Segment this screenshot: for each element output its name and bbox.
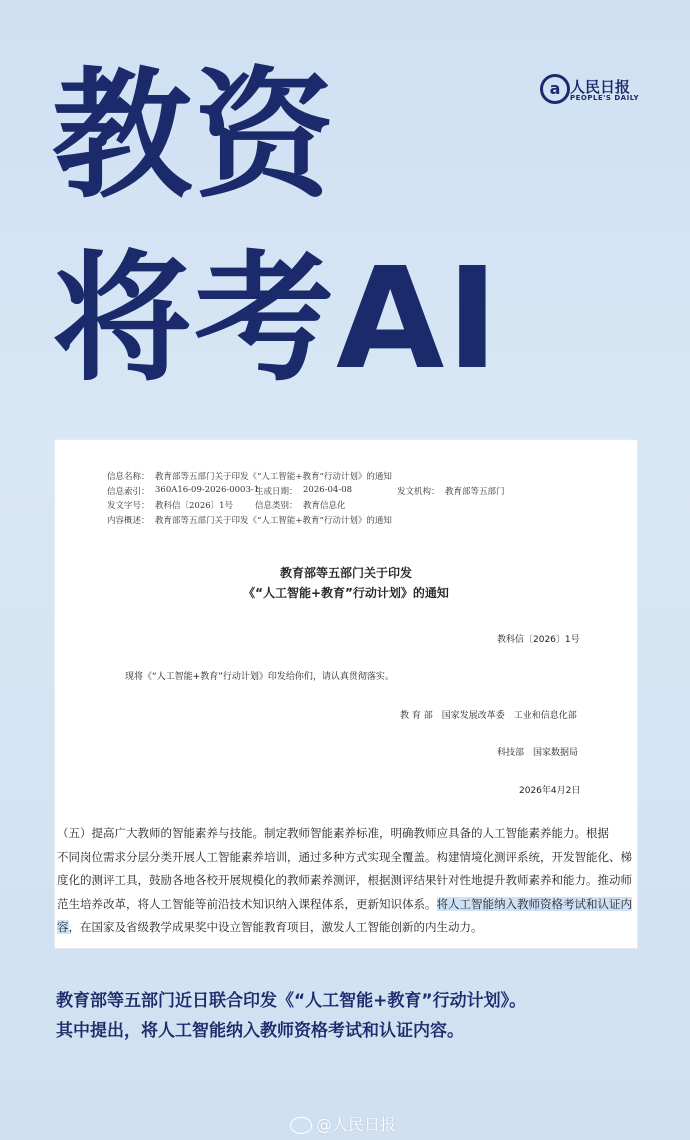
document-title-line-2: 《“人工智能+教育”行动计划》的通知	[243, 586, 449, 600]
document-title-line-1: 教育部等五部门关于印发	[279, 566, 412, 580]
excerpt-line: 度化的测评工具，鼓励各地各校开展规模化的教师素养测评，根据测评结果针对性地提升教师素养和能力。推动师	[57, 873, 632, 887]
headline-line-1: 教资	[52, 55, 337, 218]
meta-row	[107, 514, 577, 529]
highlighted-text: 将人工智能纳入教师资格考试和认证内	[436, 896, 632, 911]
meta-value: 2026-04-08	[303, 484, 353, 495]
meta-value: 教育部等五部门关于印发《“人工智能+教育”行动计划》的通知	[155, 515, 392, 526]
excerpt-line: （五）提高广大教师的智能素养与技能。制定教师智能素养标准，明确教师应具备的人工智能素养能力。根据	[57, 826, 609, 840]
peoples-daily-logo	[540, 74, 640, 106]
meta-row	[107, 485, 577, 500]
signatories-line-2: 科技部 国家数据局	[497, 748, 579, 758]
document-screenshot	[55, 440, 637, 948]
document-body: 现将《“人工智能+教育”行动计划》印发给你们，请认真贯彻落实。	[125, 672, 394, 682]
signatories-line-1: 教 育 部 国家发展改革委 工业和信息化部	[400, 711, 577, 721]
meta-value: 教育部等五部门	[445, 486, 505, 497]
excerpt-paragraph	[57, 822, 635, 940]
excerpt-line	[57, 893, 635, 917]
document-date: 2026年4月2日	[519, 786, 581, 796]
document-metadata	[107, 470, 577, 528]
headline-line-2: 将考AI	[52, 238, 501, 401]
meta-value: 教育部等五部门关于印发《“人工智能+教育”行动计划》的通知	[155, 472, 392, 482]
excerpt-text: 范生培养改革，将人工智能等前沿技术知识纳入课程体系，更新知识体系。	[57, 896, 437, 911]
document-number: 教科信〔2026〕1号	[497, 635, 580, 645]
meta-row	[107, 470, 577, 485]
meta-key: 信息索引：	[107, 486, 150, 497]
caption-line-1: 教育部等五部门近日联合印发《“人工智能+教育”行动计划》。	[56, 991, 527, 1011]
logo-name-en: PEOPLE'S DAILY	[570, 94, 640, 102]
excerpt-text: ，在国家及省级教学成果奖中设立智能教育项目，激发人工智能创新的内生动力。	[68, 920, 483, 934]
logo-name-cn: 人民日报	[570, 78, 631, 96]
meta-key: 发文字号：	[107, 501, 150, 511]
meta-key: 信息名称：	[107, 472, 150, 482]
meta-key: 发文机构：	[397, 486, 440, 497]
watermark-text: @人民日报	[316, 1115, 397, 1134]
meta-key: 内容概述：	[107, 515, 150, 526]
meta-value: 教育信息化	[303, 501, 346, 511]
at-icon: a	[540, 74, 570, 104]
caption-line-2: 其中提出，将人工智能纳入教师资格考试和认证内容。	[56, 1021, 464, 1041]
weibo-icon	[290, 1117, 312, 1134]
meta-value: 教科信〔2026〕1号	[155, 501, 234, 511]
excerpt-line: 不同岗位需求分层分类开展人工智能素养培训，通过多种方式实现全覆盖。构建情境化测评系统，开发智能化、梯	[57, 849, 632, 864]
weibo-watermark	[290, 1112, 396, 1135]
excerpt-line	[57, 916, 635, 940]
meta-row	[107, 499, 577, 514]
meta-value: 360A16-09-2026-0003-1	[155, 484, 260, 495]
highlighted-text: 容	[57, 920, 69, 934]
meta-key: 生成日期：	[255, 486, 298, 497]
meta-key: 信息类别：	[255, 501, 298, 511]
